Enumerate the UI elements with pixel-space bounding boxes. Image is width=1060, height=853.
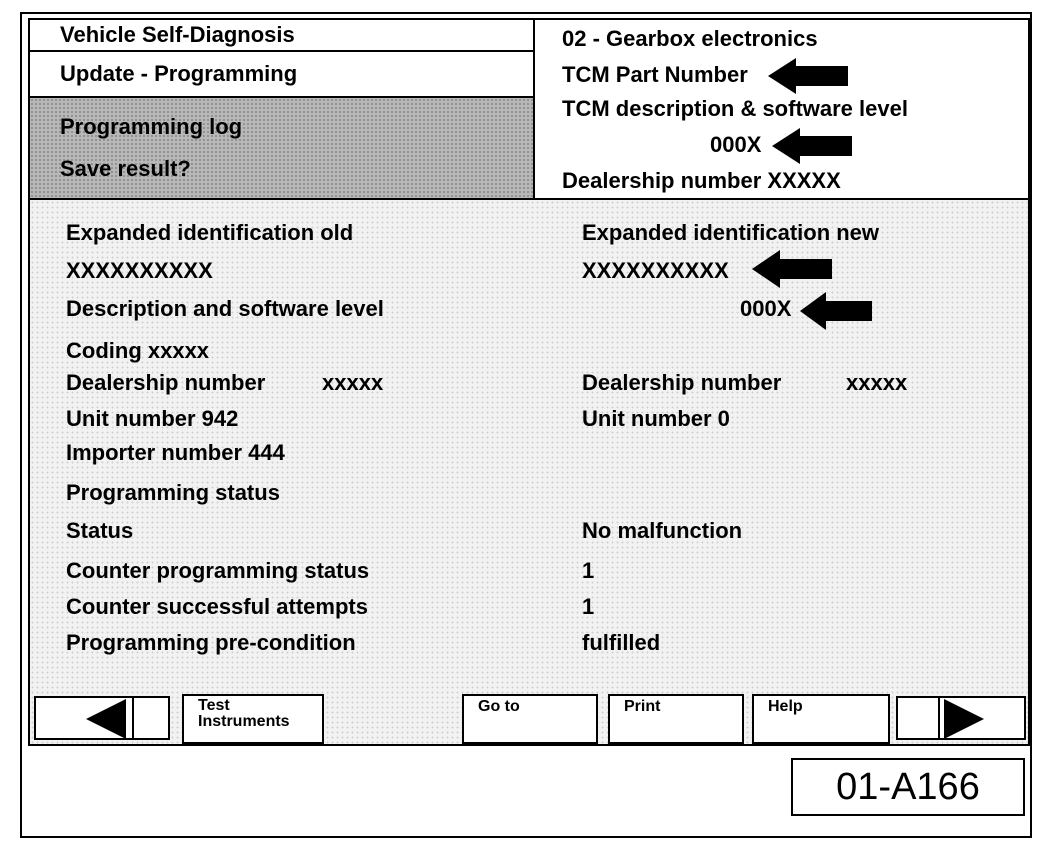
button-label: Go to [478, 698, 520, 715]
menu-label: Update - Programming [60, 61, 298, 86]
expanded-id-old-value: XXXXXXXXXX [66, 258, 213, 283]
expanded-id-new-value: XXXXXXXXXX [582, 258, 729, 283]
button-divider [938, 698, 940, 738]
counter-programming-label: Counter programming status [66, 558, 370, 583]
dealership-new-value: xxxxx [846, 370, 908, 395]
save-result-label: Save result? [60, 156, 191, 181]
part-number-label: TCM Part Number [562, 62, 748, 87]
programming-log-label: Programming log [60, 114, 243, 139]
button-label: Help [768, 698, 803, 715]
test-instruments-button[interactable] [182, 694, 324, 744]
button-label-line1: Test [198, 697, 230, 714]
dealership-old-value: xxxxx [322, 370, 384, 395]
dealership-old-label: Dealership number [66, 370, 266, 395]
figure-id-box [791, 758, 1025, 816]
expanded-id-new-label: Expanded identification new [582, 220, 880, 245]
print-button[interactable] [608, 694, 744, 744]
module-title: 02 - Gearbox electronics [562, 26, 818, 51]
button-divider [132, 698, 134, 738]
menu-programming-log[interactable] [30, 98, 535, 200]
importer-number: Importer number 444 [66, 440, 285, 465]
description-software-label: Description and software level [66, 296, 384, 321]
status-label: Status [66, 518, 134, 543]
status-value: No malfunction [582, 518, 743, 543]
forward-button[interactable] [896, 696, 1026, 740]
precondition-label: Programming pre-condition [66, 630, 356, 655]
unit-number-old: Unit number 942 [66, 406, 239, 431]
arrow-left-icon [752, 250, 832, 288]
counter-programming-value: 1 [582, 558, 595, 583]
coding-value: Coding xxxxx [66, 338, 210, 363]
counter-successful-label: Counter successful attempts [66, 594, 368, 619]
precondition-value: fulfilled [582, 630, 661, 655]
help-button[interactable] [752, 694, 890, 744]
button-label-line2: Instruments [198, 713, 290, 730]
dealership-number: Dealership number XXXXX [562, 168, 841, 193]
programming-status-heading: Programming status [66, 480, 280, 505]
software-level: 000X [710, 132, 762, 157]
unit-number-new: Unit number 0 [582, 406, 730, 431]
arrow-left-icon [800, 292, 872, 330]
triangle-right-icon [944, 699, 986, 739]
arrow-left-icon [768, 58, 848, 94]
menu-label: Vehicle Self-Diagnosis [60, 22, 295, 47]
figure-id: 01-A166 [836, 765, 980, 808]
menu-update-programming[interactable] [30, 52, 535, 98]
expanded-id-old-label: Expanded identification old [66, 220, 354, 245]
menu-vehicle-self-diagnosis[interactable] [30, 20, 535, 52]
back-button[interactable] [34, 696, 170, 740]
button-label: Print [624, 698, 661, 715]
triangle-left-icon [86, 699, 128, 739]
description-label: TCM description & software level [562, 96, 908, 121]
dealership-new-label: Dealership number [582, 370, 782, 395]
counter-successful-value: 1 [582, 594, 595, 619]
goto-button[interactable] [462, 694, 598, 744]
software-level-new: 000X [740, 296, 792, 321]
diagnostic-screen [28, 18, 1030, 746]
arrow-left-icon [772, 128, 852, 164]
